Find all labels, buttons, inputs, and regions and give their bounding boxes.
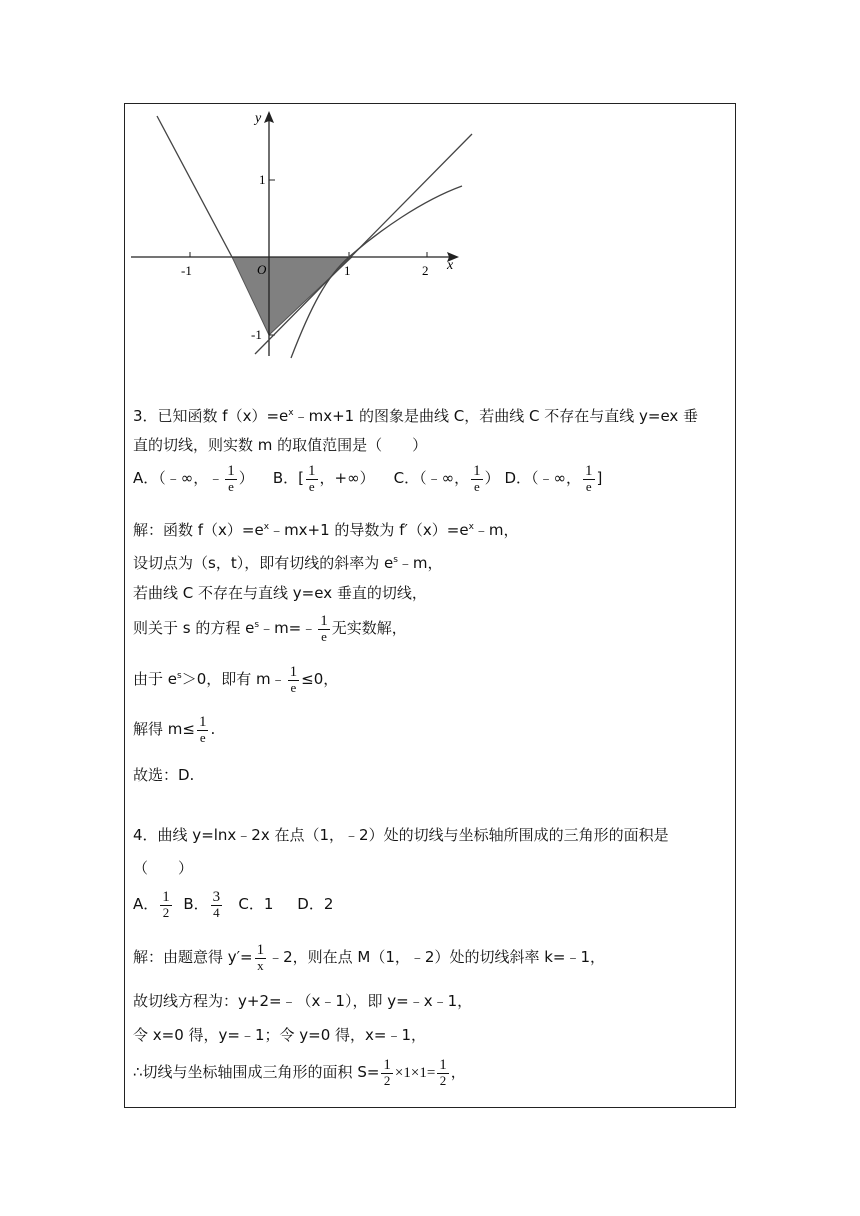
option-a-label: A． <box>133 895 159 913</box>
q3-option-a-post: ） <box>238 469 254 487</box>
frac-num: 1 <box>439 1057 447 1073</box>
q3-stem-part2: ﹣mx+1 的图象是曲线 C，若曲线 C 不存在与直线 y=ex 垂 <box>293 407 699 425</box>
q3-option-d-frac <box>583 464 595 493</box>
option-b-frac <box>211 890 223 919</box>
q3-option-b-pre: B．[ <box>272 469 305 487</box>
option-c: C．1 <box>238 895 274 913</box>
text: 解得 m≤ <box>133 720 195 738</box>
frac-num: 3 <box>212 889 221 905</box>
origin-label: O <box>257 262 267 277</box>
frac-den: e <box>585 479 592 494</box>
tick-label-y-1: 1 <box>259 172 266 187</box>
text: ∴切线与坐标轴围成三角形的面积 S= <box>133 1063 380 1081</box>
sup: x <box>263 522 270 532</box>
content-frame <box>124 103 736 1108</box>
q3-stem-part1: 3．已知函数 f（x）=e <box>133 407 289 425</box>
solution-frac <box>255 943 267 972</box>
q3-option-a-frac <box>225 464 237 493</box>
frac-num: 1 <box>585 463 593 479</box>
text: 解：函数 f（x）=e <box>133 521 264 539</box>
tick-label-x-2: 2 <box>422 263 429 278</box>
frac-num: 1 <box>320 613 328 629</box>
q3-stem-line2 <box>133 435 427 455</box>
q3-stem-line2-text: 直的切线，则实数 m 的取值范围是（ ） <box>133 436 428 454</box>
sup: s <box>254 620 260 630</box>
frac-den: 2 <box>383 1073 391 1088</box>
text: 故选：D. <box>133 766 195 784</box>
text: ×1×1= <box>394 1065 436 1081</box>
q3-option-d-pre: D．（﹣∞， <box>504 469 581 487</box>
text: 设切点为（s，t），即有切线的斜率为 e <box>133 554 394 572</box>
axis-label-x: x <box>447 258 454 273</box>
q3-options <box>133 464 602 493</box>
frac-den: e <box>228 479 234 494</box>
solution-frac <box>381 1058 393 1087</box>
q4-solution-line3 <box>133 1025 426 1045</box>
q3-solution-line1 <box>133 517 519 540</box>
text: 故切线方程为：y+2=﹣（x﹣1），即 y=﹣x﹣1， <box>133 992 473 1010</box>
text: ﹣2，则在点 M（1，﹣2）处的切线斜率 k=﹣1， <box>268 948 606 966</box>
sup: x <box>468 522 474 532</box>
tick-label-y-neg1: -1 <box>251 327 262 342</box>
q3-solution-line3 <box>133 583 427 603</box>
sup: s <box>177 671 182 681</box>
q3-solution-line6 <box>133 715 215 744</box>
solution-frac <box>197 715 209 744</box>
option-a-frac <box>160 890 172 919</box>
q3-option-c-pre: C．（﹣∞， <box>393 469 470 487</box>
tangent-line <box>255 134 472 354</box>
frac-den: e <box>308 479 315 494</box>
function-graph <box>131 106 481 366</box>
solution-frac <box>437 1058 449 1087</box>
text: ， <box>450 1063 466 1081</box>
q4-solution-line2 <box>133 991 472 1011</box>
frac-den: 2 <box>162 905 170 920</box>
q4-solution-line1 <box>133 943 605 972</box>
q3-stem-line1 <box>133 403 698 426</box>
q3-stem-sup: x <box>288 408 294 418</box>
frac-num: 1 <box>256 942 265 958</box>
text: 解：由题意得 y′= <box>133 948 253 966</box>
option-d: D．2 <box>297 895 334 913</box>
q3-solution-line4 <box>133 614 407 643</box>
frac-num: 1 <box>198 714 207 730</box>
text: ﹣m=﹣ <box>259 619 317 637</box>
solution-frac <box>318 614 330 643</box>
text: ﹣m， <box>473 521 519 539</box>
text: ＞0，即有 m﹣ <box>181 670 286 688</box>
frac-den: e <box>290 680 297 695</box>
text: 无实数解， <box>331 619 407 637</box>
frac-den: 4 <box>213 905 220 920</box>
text: 令 x=0 得，y=﹣1；令 y=0 得，x=﹣1， <box>133 1026 427 1044</box>
frac-num: 1 <box>289 664 298 680</box>
text: 则关于 s 的方程 e <box>133 619 255 637</box>
left-line <box>157 116 232 257</box>
q3-solution-line5 <box>133 665 338 694</box>
sup: s <box>393 555 398 565</box>
text: . <box>210 720 216 738</box>
axis-label-y: y <box>255 111 262 126</box>
solution-frac <box>288 665 300 694</box>
frac-den: e <box>474 479 480 494</box>
frac-den: 2 <box>439 1073 447 1088</box>
tick-label-x-neg1: -1 <box>181 263 192 278</box>
q3-option-b-frac <box>306 464 318 493</box>
q4-solution-line4 <box>133 1058 466 1087</box>
frac-den: x <box>257 958 264 973</box>
q3-option-c-frac <box>471 464 483 493</box>
frac-num: 1 <box>227 463 235 479</box>
text: ﹣mx+1 的导数为 f′（x）=e <box>269 521 469 539</box>
q3-solution-line2 <box>133 550 443 573</box>
option-b-label: B． <box>183 895 209 913</box>
frac-den: e <box>199 730 206 745</box>
q4-stem-line2 <box>133 858 193 878</box>
text: ≤0， <box>301 670 339 688</box>
q3-option-d-post: ] <box>596 469 603 487</box>
text: ﹣m， <box>397 554 443 572</box>
text: 由于 e <box>133 670 177 688</box>
q3-option-b-post: ，+∞） <box>319 469 375 487</box>
q3-answer <box>133 765 194 785</box>
frac-num: 1 <box>162 889 170 905</box>
text: （ ） <box>133 859 194 877</box>
text: 若曲线 C 不存在与直线 y=ex 垂直的切线， <box>133 584 427 602</box>
q3-option-c-post: ） <box>484 469 500 487</box>
frac-num: 1 <box>383 1057 391 1073</box>
shaded-triangle <box>232 257 352 335</box>
frac-num: 1 <box>473 463 481 479</box>
frac-den: e <box>321 629 327 644</box>
tick-label-x-1: 1 <box>344 263 351 278</box>
q4-stem-line1 <box>133 825 669 845</box>
frac-num: 1 <box>308 463 316 479</box>
q3-option-a-pre: A．（﹣∞，﹣ <box>133 469 224 487</box>
q4-options <box>133 890 333 919</box>
text: 4．曲线 y=lnx﹣2x 在点（1，﹣2）处的切线与坐标轴所围成的三角形的面积是 <box>133 826 669 844</box>
